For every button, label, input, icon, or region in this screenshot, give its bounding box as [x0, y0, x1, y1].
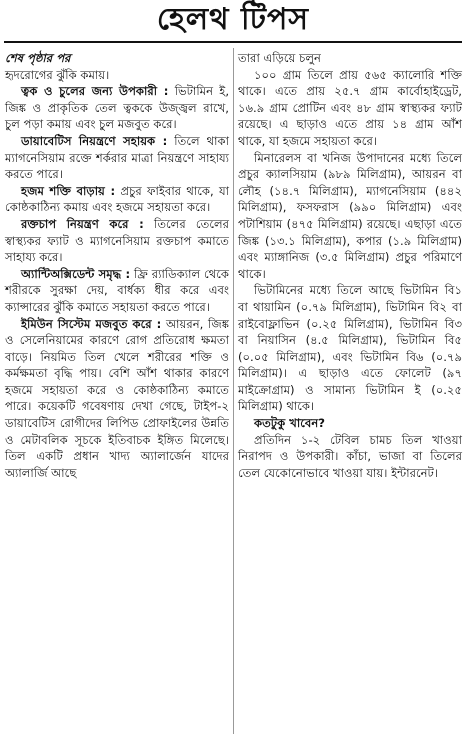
paragraph: হজম শক্তি বাড়ায় : প্রচুর ফাইবার থাকে, যা কোষ্ঠকাঠিন্য কমায় এবং হজমে সহায়তা করে।: [5, 183, 229, 215]
paragraph: রক্তচাপ নিয়ন্ত্রণ করে : তিলের তেলের স্বাস্থ্যকর ফ্যাট ও ম্যাগনেসিয়াম রক্তচাপ কমাতে সাহায্য করে।: [5, 216, 229, 265]
title-area: [0, 0, 466, 44]
howmuch-heading: কতটুকু খাবেন?: [254, 416, 326, 431]
left-column: [5, 50, 229, 481]
paragraph: ভিটামিনের মধ্যে তিলে আছে ভিটামিন বি১ বা থায়ামিন (০.৭৯ মিলিগ্রাম), ভিটামিন বি২ বা রাইবোফ্লাভিন (০.২৫ মিলিগ্রাম), ভিটামিন বি৩ বা নিয়াসিন (৪.৫ মিলিগ্রাম), ভিটামিন বি৫ (০.০৫ মিলিগ্রাম), এবং ভিটামিন বি৬ (০.৭৯ মিলিগ্রাম)। এ ছাড়াও এতে ফোলেট (৯৭ মাইক্রোগ্রাম) ও সামান্য ভিটামিন ই (০.২৫ মিলিগ্রাম) থাকে।: [238, 283, 462, 414]
page-title: হেলথ টিপস: [156, 2, 310, 37]
paragraph: হৃদরোগের ঝুঁকি কমায়।: [5, 67, 110, 82]
paragraph: ডায়াবেটিস নিয়ন্ত্রণে সহায়ক : তিলে থাকা ম্যাগনেসিয়াম রক্তে শর্করার মাত্রা নিয়ন্ত্রণে সাহায্য করতে পারে।: [5, 133, 230, 182]
paragraph: ত্বক ও চুলের জন্য উপকারী : ভিটামিন ই, জিঙ্ক ও প্রাকৃতিক তেল ত্বককে উজ্জ্বল রাখে, চুল পড়া কমায় এবং চুল মজবুত করে।: [5, 84, 230, 132]
paragraph: তারা এড়িয়ে চলুন: [238, 51, 321, 65]
source-label: ইন্টারনেট।: [391, 465, 439, 480]
paragraph: ইমিউন সিস্টেম মজবুত করে : আয়রন, জিঙ্ক ও সেলেনিয়ামের কারণে রোগ প্রতিরোধ ক্ষমতা বাড়ে। নিয়মিত তিল খেলে শরীরের শক্তি ও কর্মক্ষমতা বৃদ্ধি পায়। বেশি আঁশ থাকার কারণে হজমে সহায়তা করে ও কোষ্ঠকাঠিন্য কমাতে পারে। কয়েকটি গবেষণায় দেখা গেছে, টাইপ-২ ডায়াবেটিস রোগীদের লিপিড প্রোফাইলের উন্নতি ও মেটাবলিক সূচকে ইতিবাচক ইঙ্গিত মিলেছে। তিল একটি প্রধান খাদ্য অ্যালার্জেন যাদের অ্যালার্জি আছে: [5, 316, 229, 480]
paragraph: প্রতিদিন ১-২ টেবিল চামচ তিল খাওয়া নিরাপদ ও উপকারী। কাঁচা, ভাজা বা তিলের তেল যেকোনোভাবে খাওয়া যায়। ইন্টারনেট।: [238, 432, 462, 480]
right-column: [238, 50, 462, 481]
column-divider: [233, 48, 234, 734]
paragraph: অ্যান্টিঅক্সিডেন্ট সমৃদ্ধ : ফ্রি র‍্যাডিক্যাল থেকে শরীরকে সুরক্ষা দেয়, বার্ধক্য ধীর করে এবং ক্যান্সারের ঝুঁকি কমাতে সহায়তা করতে পারে।: [5, 266, 230, 314]
paragraph: মিনারেলস বা খনিজ উপাদানের মধ্যে তিলে প্রচুর ক্যালসিয়াম (৯৮৯ মিলিগ্রাম), আয়রন বা লৌহ (১৪.৭ মিলিগ্রাম), ম্যাগনেসিয়াম (৪৪২ মিলিগ্রাম), ফসফরাস (৯৯০ মিলিগ্রাম) এবং পটাশিয়াম (৪৭৫ মিলিগ্রাম) রয়েছে। এছাড়া এতে জিঙ্ক (১৩.১ মিলিগ্রাম), কপার (১.৯ মিলিগ্রাম) এবং ম্যাঙ্গানিজ (৩.৫ মিলিগ্রাম) প্রচুর পরিমাণে থাকে।: [238, 150, 462, 281]
paragraph: ১০০ গ্রাম তিলে প্রায় ৫৬৫ ক্যালোরি শক্তি থাকে। এতে প্রায় ২৫.৭ গ্রাম কার্বোহাইড্রেট, ১৬.৯ গ্রাম প্রোটিন এবং ৪৮ গ্রাম স্বাস্থ্যকর ফ্যাট রয়েছে। এ ছাড়াও এতে প্রায় ১৪ গ্রাম আঁশ থাকে, যা হজমে সহায়তা করে।: [238, 67, 462, 148]
title-rule: [4, 41, 462, 43]
continued-label: শেষ পৃষ্ঠার পর: [5, 51, 71, 65]
